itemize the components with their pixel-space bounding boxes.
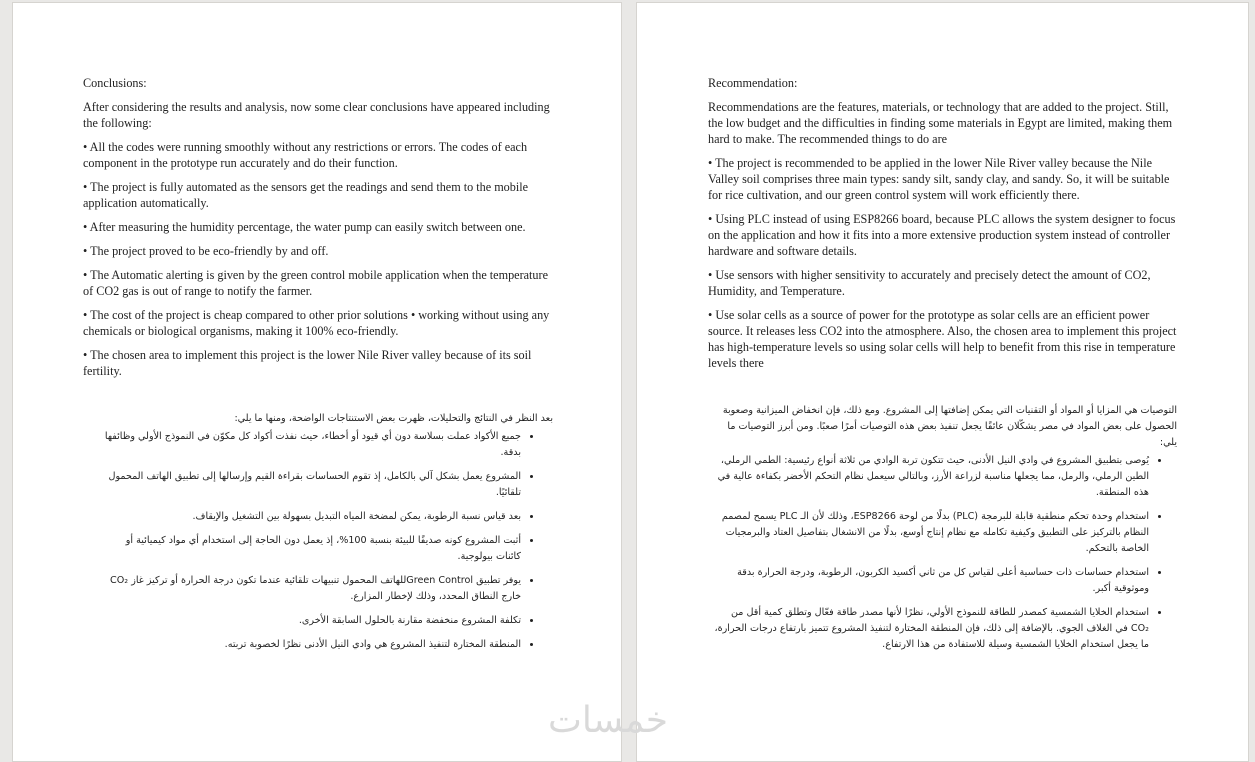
paragraph: • After measuring the humidity percentage, the water pump can easily switch between one. (83, 220, 526, 234)
arabic-text-block (103, 411, 553, 661)
document-page-left (12, 2, 622, 762)
arabic-intro: بعد النظر في النتائج والتحليلات، ظهرت بعض الاستنتاجات الواضحة، ومنها ما يلي: (234, 413, 553, 424)
paragraph: • Use sensors with higher sensitivity to accurately and precisely detect the amount of CO2, Humidity, and Temperature. (708, 268, 1151, 298)
section-heading: Recommendation: (708, 76, 798, 90)
list-item: • المشروع يعمل بشكل آلي بالكامل، إذ تقوم الحساسات بقراءة القيم وإرسالها إلى تطبيق الهاتف المحمول تلقائيًا. (103, 469, 521, 501)
list-item: • يوفر تطبيق Green Controlللهاتف المحمول تنبيهات تلقائية عندما تكون درجة الحرارة أو تركيز غاز CO₂ خارج النطاق المحدد، وذلك لإخطار المزارع. (103, 573, 521, 605)
paragraph: • Use solar cells as a source of power for the prototype as solar cells are an efficient power source. It releases less CO2 into the atmosphere. Also, the chosen area to implement this project has high-temperature levels so using solar cells will help to benefit from this rise in temperature levels there (708, 308, 1177, 370)
english-text-block (708, 75, 1178, 379)
list-item: • يُوصى بتطبيق المشروع في وادي النيل الأدنى، حيث تتكون تربة الوادي من ثلاثة أنواع رئيسية: الطمي الرملي، الطين الرملي، والرمل، مما يجعلها مناسبة لزراعة الأرز، وبالتالي سيعمل نظام التحكم الأخضر بكفاءة عالية في هذه المنطقة. (711, 453, 1149, 501)
list-item: • استخدام الخلايا الشمسية كمصدر للطاقة للنموذج الأولي، نظرًا لأنها مصدر طاقة فعّال وتطلق كمية أقل من CO₂ في الغلاف الجوي. بالإضافة إلى ذلك، فإن المنطقة المختارة لتنفيذ المشروع تتميز بارتفاع درجات الحرارة، ما يجعل استخدام الخلايا الشمسية وسيلة للاستفادة من هذا الارتفاع. (711, 605, 1149, 653)
paragraph: • The chosen area to implement this project is the lower Nile River valley because of its soil fertility. (83, 348, 532, 378)
arabic-intro: التوصيات هي المزايا أو المواد أو التقنيات التي يمكن إضافتها إلى المشروع. ومع ذلك، فإن انخفاض الميزانية وصعوبة الحصول على بعض المواد في مصر يشكّلان عائقًا يجعل تنفيذ بعض هذه التوصيات أمرًا صعبًا. ومن أبرز التوصيات ما يلي: (722, 405, 1177, 448)
paragraph: • The project is fully automated as the sensors get the readings and send them to the mobile application automatically. (83, 180, 529, 210)
paragraph: • The project is recommended to be applied in the lower Nile River valley because the Nile Valley soil comprises three main types: sandy silt, sandy clay, and sandy. So, it will be suitable for rice cultivation, and our green control system will work efficiently there. (708, 156, 1170, 202)
section-heading: Conclusions: (83, 76, 147, 90)
list-item: • بعد قياس نسبة الرطوبة، يمكن لمضخة المياه التبديل بسهولة بين التشغيل والإيقاف. (103, 509, 521, 525)
arabic-list (711, 453, 1177, 653)
list-item: • تكلفة المشروع منخفضة مقارنة بالحلول السابقة الأخرى. (103, 613, 521, 629)
paragraph: • All the codes were running smoothly without any restrictions or errors. The codes of each component in the prototype run accurately and do their function. (83, 140, 528, 170)
list-item: • المنطقة المختارة لتنفيذ المشروع هي وادي النيل الأدنى نظرًا لخصوبة تربته. (103, 637, 521, 653)
list-item: • استخدام وحدة تحكم منطقية قابلة للبرمجة (PLC) بدلًا من لوحة ESP8266، وذلك لأن الـ PLC يسمح لمصمم النظام بالتركيز على التطبيق وكيفية تكامله مع نظام إنتاج أوسع، بدلًا من الانشغال بتفاصيل العتاد والبرمجيات الخاصة بالتحكم. (711, 509, 1149, 557)
list-item: • استخدام حساسات ذات حساسية أعلى لقياس كل من ثاني أكسيد الكربون، الرطوبة، ودرجة الحرارة بدقة وموثوقية أكبر. (711, 565, 1149, 597)
list-item: • أثبت المشروع كونه صديقًا للبيئة بنسبة 100%، إذ يعمل دون الحاجة إلى استخدام أي مواد كيميائية أو كائنات بيولوجية. (103, 533, 521, 565)
arabic-text-block (711, 403, 1177, 661)
arabic-list (103, 429, 553, 653)
paragraph: • The Automatic alerting is given by the green control mobile application when the temperature of CO2 gas is out of range to notify the farmer. (83, 268, 548, 298)
document-page-right (636, 2, 1249, 762)
paragraph: After considering the results and analysis, now some clear conclusions have appeared including the following: (83, 100, 550, 130)
paragraph: • The cost of the project is cheap compared to other prior solutions • working without using any chemicals or biological organisms, making it 100% eco-friendly. (83, 308, 550, 338)
english-text-block (83, 75, 553, 387)
watermark-logo: خمسات (548, 700, 669, 741)
paragraph: • Using PLC instead of using ESP8266 board, because PLC allows the system designer to focus on the application and how it fits into a more extensive production system instead of controller hardware and software details. (708, 212, 1176, 258)
paragraph: • The project proved to be eco-friendly by and off. (83, 244, 329, 258)
paragraph: Recommendations are the features, materials, or technology that are added to the project. Still, the low budget and the difficulties in finding some materials in Egypt are limited, making them hard to make. The recommended things to do are (708, 100, 1173, 146)
list-item: • جميع الأكواد عملت بسلاسة دون أي قيود أو أخطاء، حيث نفذت أكواد كل مكوّن في النموذج الأولي وظائفها بدقة. (103, 429, 521, 461)
